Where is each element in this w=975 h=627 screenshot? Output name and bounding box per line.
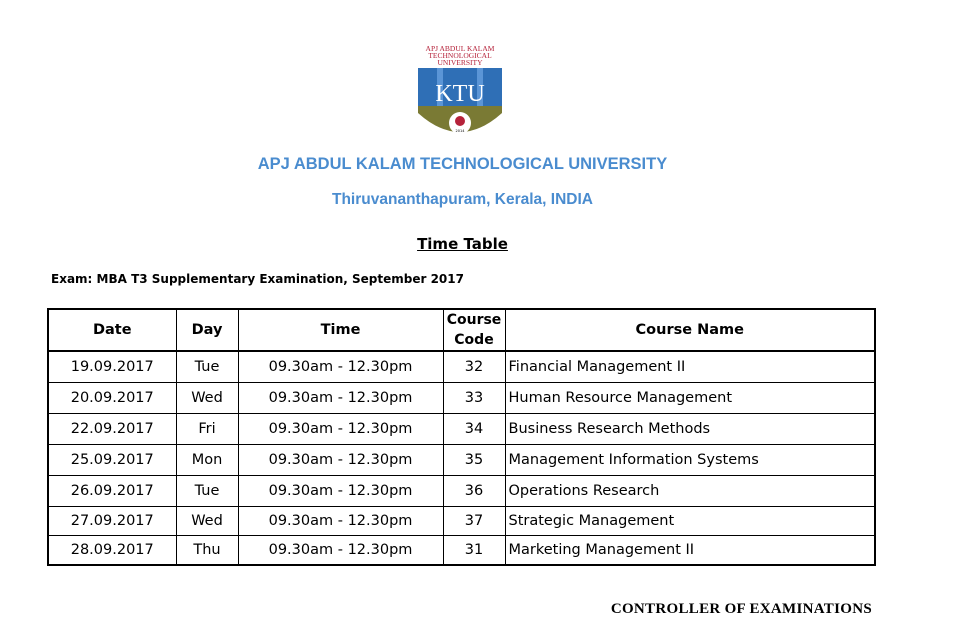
cell-time: 09.30am - 12.30pm (238, 383, 443, 414)
university-logo (415, 43, 505, 143)
cell-code: 37 (443, 507, 505, 536)
table-row (48, 351, 875, 383)
cell-time: 09.30am - 12.30pm (238, 445, 443, 476)
header-day: Day (176, 309, 238, 351)
cell-day: Wed (176, 507, 238, 536)
cell-time: 09.30am - 12.30pm (238, 536, 443, 566)
table-row (48, 476, 875, 507)
document-title: Time Table (417, 235, 508, 253)
cell-time: 09.30am - 12.30pm (238, 476, 443, 507)
logo-text-line3: UNIVERSITY (437, 58, 483, 67)
table-row (48, 445, 875, 476)
table-row (48, 383, 875, 414)
header-course-code-line1: Course (446, 312, 502, 328)
cell-code: 33 (443, 383, 505, 414)
cell-day: Wed (176, 383, 238, 414)
cell-course-name: Strategic Management (505, 507, 875, 536)
cell-date: 20.09.2017 (48, 383, 176, 414)
logo-mark: KTU (435, 81, 485, 107)
cell-day: Tue (176, 351, 238, 383)
timetable (47, 308, 876, 566)
logo-text-line2: TECHNOLOGICAL (428, 51, 492, 60)
cell-code: 35 (443, 445, 505, 476)
cell-code: 32 (443, 351, 505, 383)
logo-text-line1: APJ ABDUL KALAM (425, 44, 495, 53)
cell-day: Fri (176, 414, 238, 445)
table-header-row (48, 309, 875, 351)
header-course-name: Course Name (505, 309, 875, 351)
cell-code: 31 (443, 536, 505, 566)
cell-code: 34 (443, 414, 505, 445)
cell-date: 26.09.2017 (48, 476, 176, 507)
logo-year: 2014 (455, 129, 465, 133)
header-course-code (443, 309, 505, 351)
table-row (48, 536, 875, 566)
table-row (48, 507, 875, 536)
university-location: Thiruvananthapuram, Kerala, INDIA (332, 191, 593, 208)
header-course-code-line2: Code (454, 332, 494, 348)
cell-course-name: Human Resource Management (505, 383, 875, 414)
cell-code: 36 (443, 476, 505, 507)
cell-time: 09.30am - 12.30pm (238, 351, 443, 383)
cell-day: Mon (176, 445, 238, 476)
cell-date: 25.09.2017 (48, 445, 176, 476)
cell-day: Thu (176, 536, 238, 566)
cell-course-name: Operations Research (505, 476, 875, 507)
header-date: Date (48, 309, 176, 351)
controller-signature-title: CONTROLLER OF EXAMINATIONS (610, 601, 872, 617)
cell-time: 09.30am - 12.30pm (238, 414, 443, 445)
cell-date: 28.09.2017 (48, 536, 176, 566)
exam-info: Exam: MBA T3 Supplementary Examination, September 2017 (51, 272, 464, 286)
university-name: APJ ABDUL KALAM TECHNOLOGICAL UNIVERSITY (257, 155, 668, 173)
header-time: Time (238, 309, 443, 351)
cell-course-name: Marketing Management II (505, 536, 875, 566)
cell-course-name: Business Research Methods (505, 414, 875, 445)
cell-time: 09.30am - 12.30pm (238, 507, 443, 536)
cell-date: 27.09.2017 (48, 507, 176, 536)
cell-date: 19.09.2017 (48, 351, 176, 383)
cell-date: 22.09.2017 (48, 414, 176, 445)
cell-course-name: Management Information Systems (505, 445, 875, 476)
cell-course-name: Financial Management II (505, 351, 875, 383)
cell-day: Tue (176, 476, 238, 507)
table-row (48, 414, 875, 445)
